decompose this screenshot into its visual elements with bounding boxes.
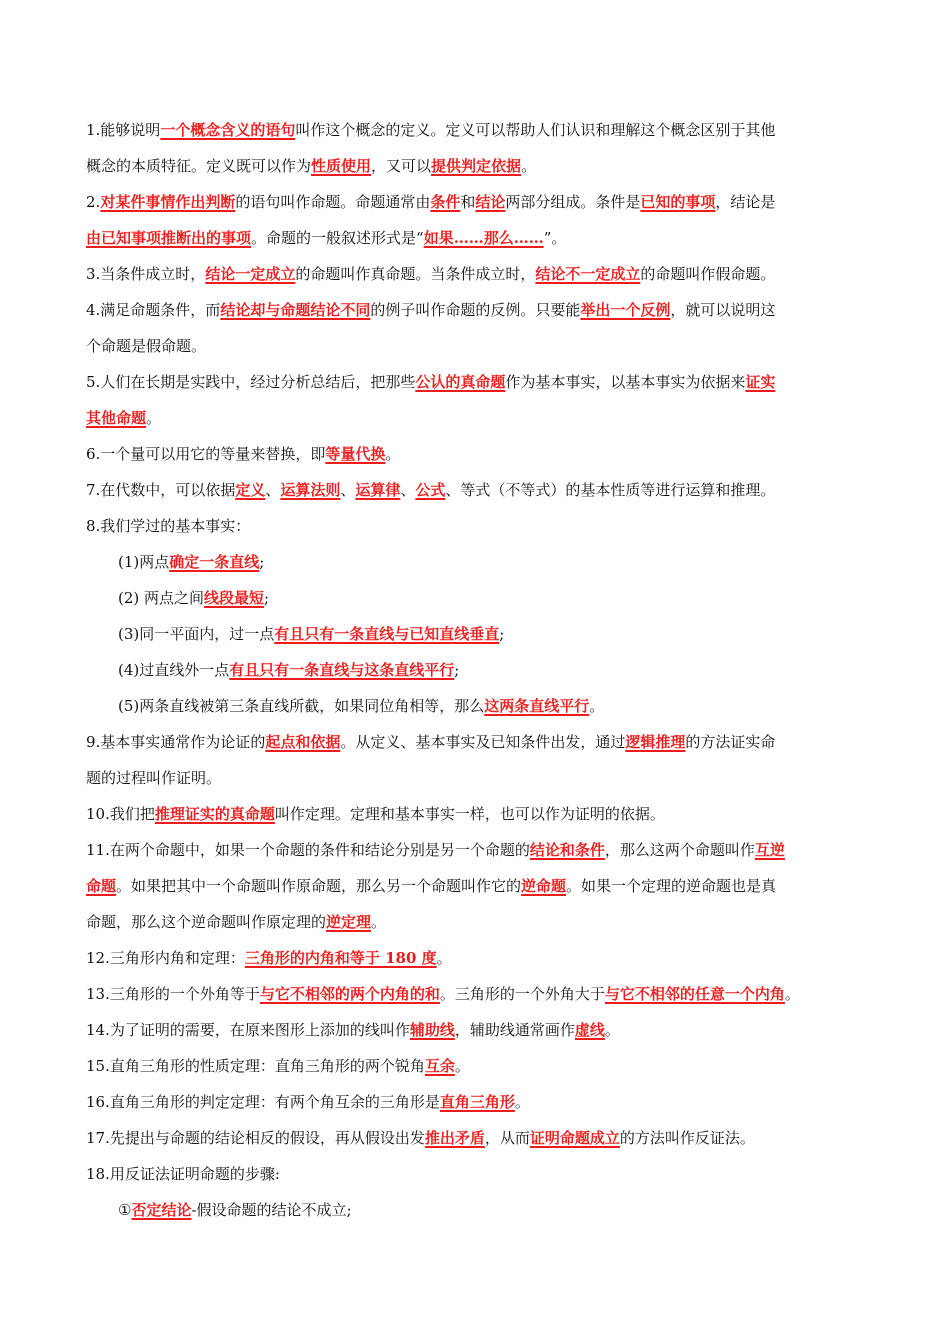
text-line xyxy=(86,652,876,688)
text-line xyxy=(86,1084,876,1120)
text-line xyxy=(86,436,876,472)
key-term: 与它不相邻的两个内角的和 xyxy=(259,985,440,1003)
text-run: 。 xyxy=(146,409,162,427)
text-line xyxy=(86,940,876,976)
text-line xyxy=(86,400,876,436)
key-term: 推理证实的真命题 xyxy=(154,805,275,823)
text-line xyxy=(86,1048,876,1084)
text-run: 3.当条件成立时， xyxy=(86,265,206,283)
text-run: 。 xyxy=(604,1021,620,1039)
text-run: 题的过程叫作证明。 xyxy=(86,769,222,787)
key-term: 公认的真命题 xyxy=(415,373,506,391)
text-run: 的方法叫作反证法。 xyxy=(619,1129,755,1147)
text-run: (4)过直线外一点 xyxy=(118,661,230,679)
text-run: -假设命题的结论不成立; xyxy=(191,1201,352,1219)
text-run: 11.在两个命题中，如果一个命题的条件和结论分别是另一个命题的 xyxy=(86,841,530,859)
key-term: 三角形的内角和等于 180 度 xyxy=(244,949,437,967)
key-term: 运算律 xyxy=(355,481,401,499)
key-term: 条件 xyxy=(430,193,461,211)
text-run: 15.直角三角形的性质定理：直角三角形的两个锐角 xyxy=(86,1057,425,1075)
text-run: 叫作定理。定理和基本事实一样，也可以作为证明的依据。 xyxy=(274,805,665,823)
key-term: 逆定理 xyxy=(326,913,372,931)
text-run: 10.我们把 xyxy=(86,805,155,823)
key-term: 运算法则 xyxy=(280,481,341,499)
text-run: 和 xyxy=(460,193,476,211)
text-run: 、 xyxy=(400,481,416,499)
text-run: ，从而 xyxy=(484,1129,530,1147)
text-run: 。如果一个定理的逆命题也是真 xyxy=(566,877,777,895)
text-run: 9.基本事实通常作为论证的 xyxy=(86,733,266,751)
text-run: 4.满足命题条件，而 xyxy=(86,301,221,319)
text-line xyxy=(86,292,876,328)
text-run: 。 xyxy=(521,157,537,175)
key-term: 推出矛盾 xyxy=(424,1129,485,1147)
text-line xyxy=(86,364,876,400)
key-term: 证实 xyxy=(745,373,776,391)
key-term: 逻辑推理 xyxy=(625,733,686,751)
text-run: (3)同一平面内，过一点 xyxy=(118,625,275,643)
text-line xyxy=(86,1192,876,1228)
text-run: ; xyxy=(259,553,265,571)
key-term: 互逆 xyxy=(754,841,785,859)
text-run: 、 xyxy=(340,481,356,499)
text-run: 18.用反证法证明命题的步骤: xyxy=(86,1165,280,1183)
text-run: 的命题叫作假命题。 xyxy=(640,265,776,283)
key-term: 其他命题 xyxy=(86,409,147,427)
text-run: (1)两点 xyxy=(118,553,170,571)
text-run: (2) 两点之间 xyxy=(118,589,205,607)
key-term: 性质使用 xyxy=(311,157,372,175)
text-line xyxy=(86,328,876,364)
key-term: 提供判定依据 xyxy=(431,157,522,175)
text-line xyxy=(86,976,876,1012)
text-run: 的语句叫作命题。命题通常由 xyxy=(235,193,431,211)
text-line xyxy=(86,112,876,148)
text-run: 。命题的一般叙述形式是“ xyxy=(251,229,424,247)
key-term: 否定结论 xyxy=(131,1201,192,1219)
text-run: ，那么这两个命题叫作 xyxy=(604,841,755,859)
text-run: 1.能够说明 xyxy=(86,121,161,139)
key-term: 这两条直线平行 xyxy=(484,697,590,715)
key-term: 有且只有一条直线与已知直线垂直 xyxy=(274,625,500,643)
key-term: 定义 xyxy=(235,481,266,499)
text-run: ① xyxy=(118,1201,132,1219)
text-run: ; xyxy=(499,625,505,643)
text-line xyxy=(86,220,876,256)
key-term: 辅助线 xyxy=(409,1021,455,1039)
text-run: 。 xyxy=(436,949,452,967)
key-term: 线段最短 xyxy=(204,589,265,607)
key-term: 结论却与命题结论不同 xyxy=(220,301,371,319)
key-term: 确定一条直线 xyxy=(169,553,260,571)
key-term: 结论 xyxy=(475,193,506,211)
text-line xyxy=(86,1120,876,1156)
text-run: 作为基本事实，以基本事实为依据来 xyxy=(505,373,746,391)
document-body xyxy=(86,112,876,1228)
text-run: 14.为了证明的需要，在原来图形上添加的线叫作 xyxy=(86,1021,410,1039)
text-line xyxy=(86,256,876,292)
text-run: 、等式（不等式）的基本性质等进行运算和推理。 xyxy=(445,481,776,499)
key-term: 由已知事项推断出的事项 xyxy=(86,229,252,247)
text-run: 。 xyxy=(371,913,387,931)
text-line xyxy=(86,148,876,184)
text-run: 。 xyxy=(589,697,605,715)
text-run: 的方法证实命 xyxy=(685,733,776,751)
text-run: 、 xyxy=(265,481,281,499)
key-term: 与它不相邻的任意一个内角 xyxy=(604,985,785,1003)
key-term: 起点和依据 xyxy=(265,733,341,751)
text-run: 6.一个量可以用它的等量来替换，即 xyxy=(86,445,326,463)
key-term: 结论不一定成立 xyxy=(535,265,641,283)
text-line xyxy=(86,1012,876,1048)
key-term: 逆命题 xyxy=(521,877,567,895)
text-run: ; xyxy=(454,661,460,679)
text-run: ”。 xyxy=(543,229,567,247)
text-line xyxy=(86,832,876,868)
text-run: ; xyxy=(264,589,270,607)
text-run: 。 xyxy=(454,1057,470,1075)
text-line xyxy=(86,1156,876,1192)
text-line xyxy=(86,904,876,940)
text-run: 的例子叫作命题的反例。只要能 xyxy=(370,301,581,319)
text-line xyxy=(86,184,876,220)
text-line xyxy=(86,508,876,544)
text-run: 。从定义、基本事实及已知条件出发，通过 xyxy=(340,733,626,751)
text-line xyxy=(86,472,876,508)
text-run: 7.在代数中，可以依据 xyxy=(86,481,236,499)
text-run: 个命题是假命题。 xyxy=(86,337,207,355)
text-run: 17.先提出与命题的结论相反的假设，再从假设出发 xyxy=(86,1129,425,1147)
key-term: 已知的事项 xyxy=(640,193,716,211)
text-run: 。 xyxy=(784,985,800,1003)
text-line xyxy=(86,796,876,832)
text-line xyxy=(86,616,876,652)
text-run: 。如果把其中一个命题叫作原命题，那么另一个命题叫作它的 xyxy=(116,877,522,895)
key-term: 结论一定成立 xyxy=(205,265,296,283)
key-term: 如果……那么…… xyxy=(423,229,544,247)
text-run: 叫作这个概念的定义。定义可以帮助人们认识和理解这个概念区别于其他 xyxy=(295,121,776,139)
key-term: 等量代换 xyxy=(325,445,386,463)
key-term: 公式 xyxy=(415,481,446,499)
text-run: ，又可以 xyxy=(371,157,432,175)
key-term: 直角三角形 xyxy=(439,1093,515,1111)
text-line xyxy=(86,580,876,616)
text-run: 2. xyxy=(86,193,101,211)
text-run: 命题，那么这个逆命题叫作原定理的 xyxy=(86,913,327,931)
key-term: 对某件事情作出判断 xyxy=(100,193,236,211)
text-run: 两部分组成。条件是 xyxy=(505,193,641,211)
key-term: 命题 xyxy=(86,877,117,895)
text-run: 。三角形的一个外角大于 xyxy=(439,985,605,1003)
text-run: 。 xyxy=(514,1093,530,1111)
text-run: 概念的本质特征。定义既可以作为 xyxy=(86,157,312,175)
text-run: 13.三角形的一个外角等于 xyxy=(86,985,260,1003)
text-line xyxy=(86,724,876,760)
text-run: ，辅助线通常画作 xyxy=(454,1021,575,1039)
key-term: 虚线 xyxy=(574,1021,605,1039)
text-line xyxy=(86,688,876,724)
text-run: 16.直角三角形的判定定理：有两个角互余的三角形是 xyxy=(86,1093,440,1111)
text-line xyxy=(86,760,876,796)
text-run: 的命题叫作真命题。当条件成立时， xyxy=(295,265,536,283)
text-run: ，就可以说明这 xyxy=(670,301,776,319)
text-line xyxy=(86,868,876,904)
text-run: 8.我们学过的基本事实： xyxy=(86,517,251,535)
key-term: 有且只有一条直线与这条直线平行 xyxy=(229,661,455,679)
text-run: 12.三角形内角和定理： xyxy=(86,949,245,967)
text-run: ，结论是 xyxy=(715,193,776,211)
key-term: 结论和条件 xyxy=(529,841,605,859)
text-run: (5)两条直线被第三条直线所截，如果同位角相等，那么 xyxy=(118,697,485,715)
key-term: 证明命题成立 xyxy=(529,1129,620,1147)
text-line xyxy=(86,544,876,580)
key-term: 一个概念含义的语句 xyxy=(160,121,296,139)
text-run: 5.人们在长期是实践中，经过分析总结后，把那些 xyxy=(86,373,416,391)
text-run: 。 xyxy=(385,445,401,463)
key-term: 举出一个反例 xyxy=(580,301,671,319)
key-term: 互余 xyxy=(424,1057,455,1075)
